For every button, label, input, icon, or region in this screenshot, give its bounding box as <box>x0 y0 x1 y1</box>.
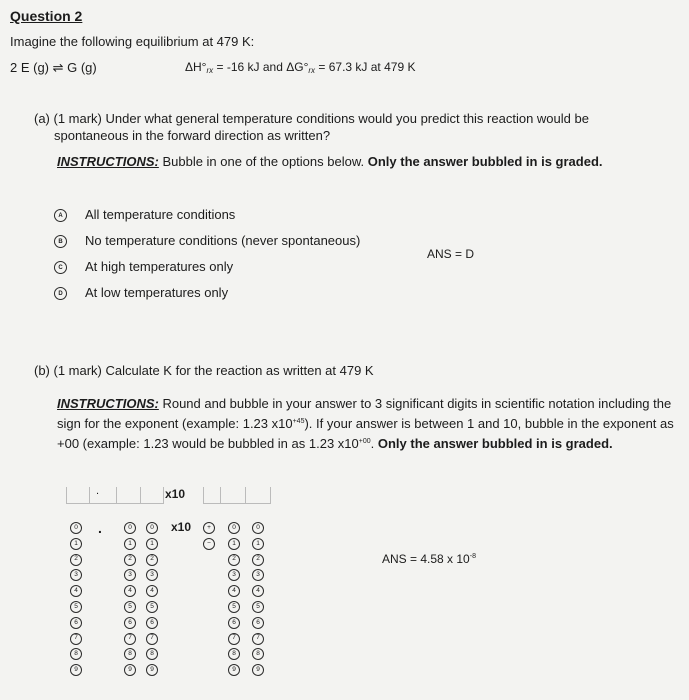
exponent-digit-1-bubble-3[interactable]: 3 <box>228 569 240 581</box>
mantissa-digit-1-bubble-8[interactable]: 8 <box>70 648 82 660</box>
mantissa-digit-3-bubble-3[interactable]: 3 <box>146 569 158 581</box>
mantissa-digit-3-bubble-6[interactable]: 6 <box>146 617 158 629</box>
exponent-digit-1-bubble-4[interactable]: 4 <box>228 585 240 597</box>
mantissa-digit-2-bubble-5[interactable]: 5 <box>124 601 136 613</box>
part-b-instr-exp2: +00 <box>358 438 371 445</box>
mantissa-digit-3-bubble-9[interactable]: 9 <box>146 664 158 676</box>
part-a-prompt-line2: spontaneous in the forward direction as written? <box>54 128 331 143</box>
part-a-prompt-line1: (a) (1 mark) Under what general temperature conditions would you predict this reaction would be <box>34 111 589 126</box>
box-divider <box>245 487 246 503</box>
exponent-sign-bubble-plus[interactable]: + <box>203 522 215 534</box>
exponent-digit-2-bubble-4[interactable]: 4 <box>252 585 264 597</box>
option-d-text: At low temperatures only <box>85 285 229 300</box>
exponent-digit-1-bubble-8[interactable]: 8 <box>228 648 240 660</box>
mantissa-digit-3-bubble-1[interactable]: 1 <box>146 538 158 550</box>
exponent-digit-1-bubble-9[interactable]: 9 <box>228 664 240 676</box>
part-a-instr-bold: Only the answer bubbled in is graded. <box>367 154 603 169</box>
option-b-bubble[interactable]: B <box>54 235 67 248</box>
part-b-answer-exponent: -8 <box>469 553 476 560</box>
part-b-instr-bold: Only the answer bubbled in is graded. <box>377 436 613 451</box>
exponent-digit-2-bubble-0[interactable]: 0 <box>252 522 264 534</box>
exponent-entry-box <box>203 487 271 504</box>
dg-label: ΔG° <box>286 60 309 74</box>
mantissa-digit-1-bubble-7[interactable]: 7 <box>70 633 82 645</box>
dg-value: = 67.3 kJ at 479 K <box>318 60 416 74</box>
exponent-digit-2-bubble-5[interactable]: 5 <box>252 601 264 613</box>
exponent-digit-2-bubble-6[interactable]: 6 <box>252 617 264 629</box>
exponent-digit-1-bubble-1[interactable]: 1 <box>228 538 240 550</box>
exponent-digit-1-bubble-6[interactable]: 6 <box>228 617 240 629</box>
mantissa-digit-2-bubble-2[interactable]: 2 <box>124 554 136 566</box>
part-b-answer-base: ANS = 4.58 x 10 <box>382 552 470 566</box>
exponent-digit-2-bubble-1[interactable]: 1 <box>252 538 264 550</box>
mantissa-digit-1-bubble-9[interactable]: 9 <box>70 664 82 676</box>
mantissa-entry-box <box>66 487 164 504</box>
part-b-prompt: (b) (1 mark) Calculate K for the reaction as written at 479 K <box>34 363 374 378</box>
reaction-equation: 2 E (g) ⇌ G (g) <box>10 60 97 75</box>
part-b-instr-text2: ). If your answer is between 1 and 10, bubble in the exponent as +00 (example: 1.23 would be bubbled in as 1.23 x10 <box>57 416 674 451</box>
mantissa-digit-2-bubble-4[interactable]: 4 <box>124 585 136 597</box>
exponent-digit-1-bubble-0[interactable]: 0 <box>228 522 240 534</box>
mantissa-digit-1-bubble-3[interactable]: 3 <box>70 569 82 581</box>
box-decimal-dot: . <box>96 485 100 497</box>
part-b-instr-exp1: +45 <box>292 418 305 425</box>
mantissa-digit-3-bubble-4[interactable]: 4 <box>146 585 158 597</box>
exponent-digit-2-bubble-2[interactable]: 2 <box>252 554 264 566</box>
part-b-instr-text3: . <box>370 436 378 451</box>
part-a-instr-text: Bubble in one of the options below. <box>158 154 368 169</box>
mantissa-digit-1-bubble-5[interactable]: 5 <box>70 601 82 613</box>
mantissa-digit-3-bubble-5[interactable]: 5 <box>146 601 158 613</box>
option-d-bubble[interactable]: D <box>54 287 67 300</box>
part-a-answer: ANS = D <box>427 247 475 261</box>
dh-sub: rx <box>206 66 214 75</box>
exponent-digit-1-bubble-7[interactable]: 7 <box>228 633 240 645</box>
part-a-instructions <box>57 154 603 169</box>
mantissa-digit-2-bubble-0[interactable]: 0 <box>124 522 136 534</box>
thermo-data <box>185 60 415 75</box>
box-divider <box>140 487 141 503</box>
mantissa-digit-3-bubble-0[interactable]: 0 <box>146 522 158 534</box>
option-c-bubble[interactable]: C <box>54 261 67 274</box>
part-a-instr-label: INSTRUCTIONS: <box>57 154 159 169</box>
exponent-digit-2-bubble-9[interactable]: 9 <box>252 664 264 676</box>
grid-decimal-point: . <box>98 520 102 536</box>
exponent-digit-1-bubble-2[interactable]: 2 <box>228 554 240 566</box>
mantissa-digit-2-bubble-8[interactable]: 8 <box>124 648 136 660</box>
mantissa-digit-1-bubble-4[interactable]: 4 <box>70 585 82 597</box>
box-divider <box>116 487 117 503</box>
grid-x10-label: x10 <box>171 520 192 534</box>
option-a-text: All temperature conditions <box>85 207 236 222</box>
mantissa-digit-3-bubble-7[interactable]: 7 <box>146 633 158 645</box>
option-a-bubble[interactable]: A <box>54 209 67 222</box>
exponent-digit-2-bubble-8[interactable]: 8 <box>252 648 264 660</box>
part-b-instructions <box>57 395 677 453</box>
exponent-digit-1-bubble-5[interactable]: 5 <box>228 601 240 613</box>
option-c-text: At high temperatures only <box>85 259 234 274</box>
question-title: Question 2 <box>10 8 83 24</box>
mantissa-digit-1-bubble-2[interactable]: 2 <box>70 554 82 566</box>
option-b-text: No temperature conditions (never spontaneous) <box>85 233 361 248</box>
mantissa-digit-2-bubble-6[interactable]: 6 <box>124 617 136 629</box>
mantissa-digit-2-bubble-7[interactable]: 7 <box>124 633 136 645</box>
dh-value: = -16 kJ and <box>216 60 287 74</box>
exponent-sign-bubble-minus[interactable]: − <box>203 538 215 550</box>
part-b-answer <box>382 552 476 566</box>
x10-box-label: x10 <box>165 487 186 501</box>
mantissa-digit-3-bubble-2[interactable]: 2 <box>146 554 158 566</box>
mantissa-digit-2-bubble-9[interactable]: 9 <box>124 664 136 676</box>
part-b-instr-text1: Round and bubble in your answer to 3 significant digits in scientific notation including the sign for the exponent (example: 1.23 x10 <box>57 396 672 431</box>
mantissa-digit-1-bubble-0[interactable]: 0 <box>70 522 82 534</box>
question-intro: Imagine the following equilibrium at 479 K: <box>10 34 255 49</box>
exponent-digit-2-bubble-3[interactable]: 3 <box>252 569 264 581</box>
dh-label: ΔH° <box>185 60 207 74</box>
exponent-digit-2-bubble-7[interactable]: 7 <box>252 633 264 645</box>
mantissa-digit-3-bubble-8[interactable]: 8 <box>146 648 158 660</box>
mantissa-digit-2-bubble-1[interactable]: 1 <box>124 538 136 550</box>
box-divider <box>89 487 90 503</box>
dg-sub: rx <box>308 66 316 75</box>
mantissa-digit-1-bubble-6[interactable]: 6 <box>70 617 82 629</box>
part-b-instr-label: INSTRUCTIONS: <box>57 396 159 411</box>
mantissa-digit-2-bubble-3[interactable]: 3 <box>124 569 136 581</box>
mantissa-digit-1-bubble-1[interactable]: 1 <box>70 538 82 550</box>
box-divider <box>220 487 221 503</box>
